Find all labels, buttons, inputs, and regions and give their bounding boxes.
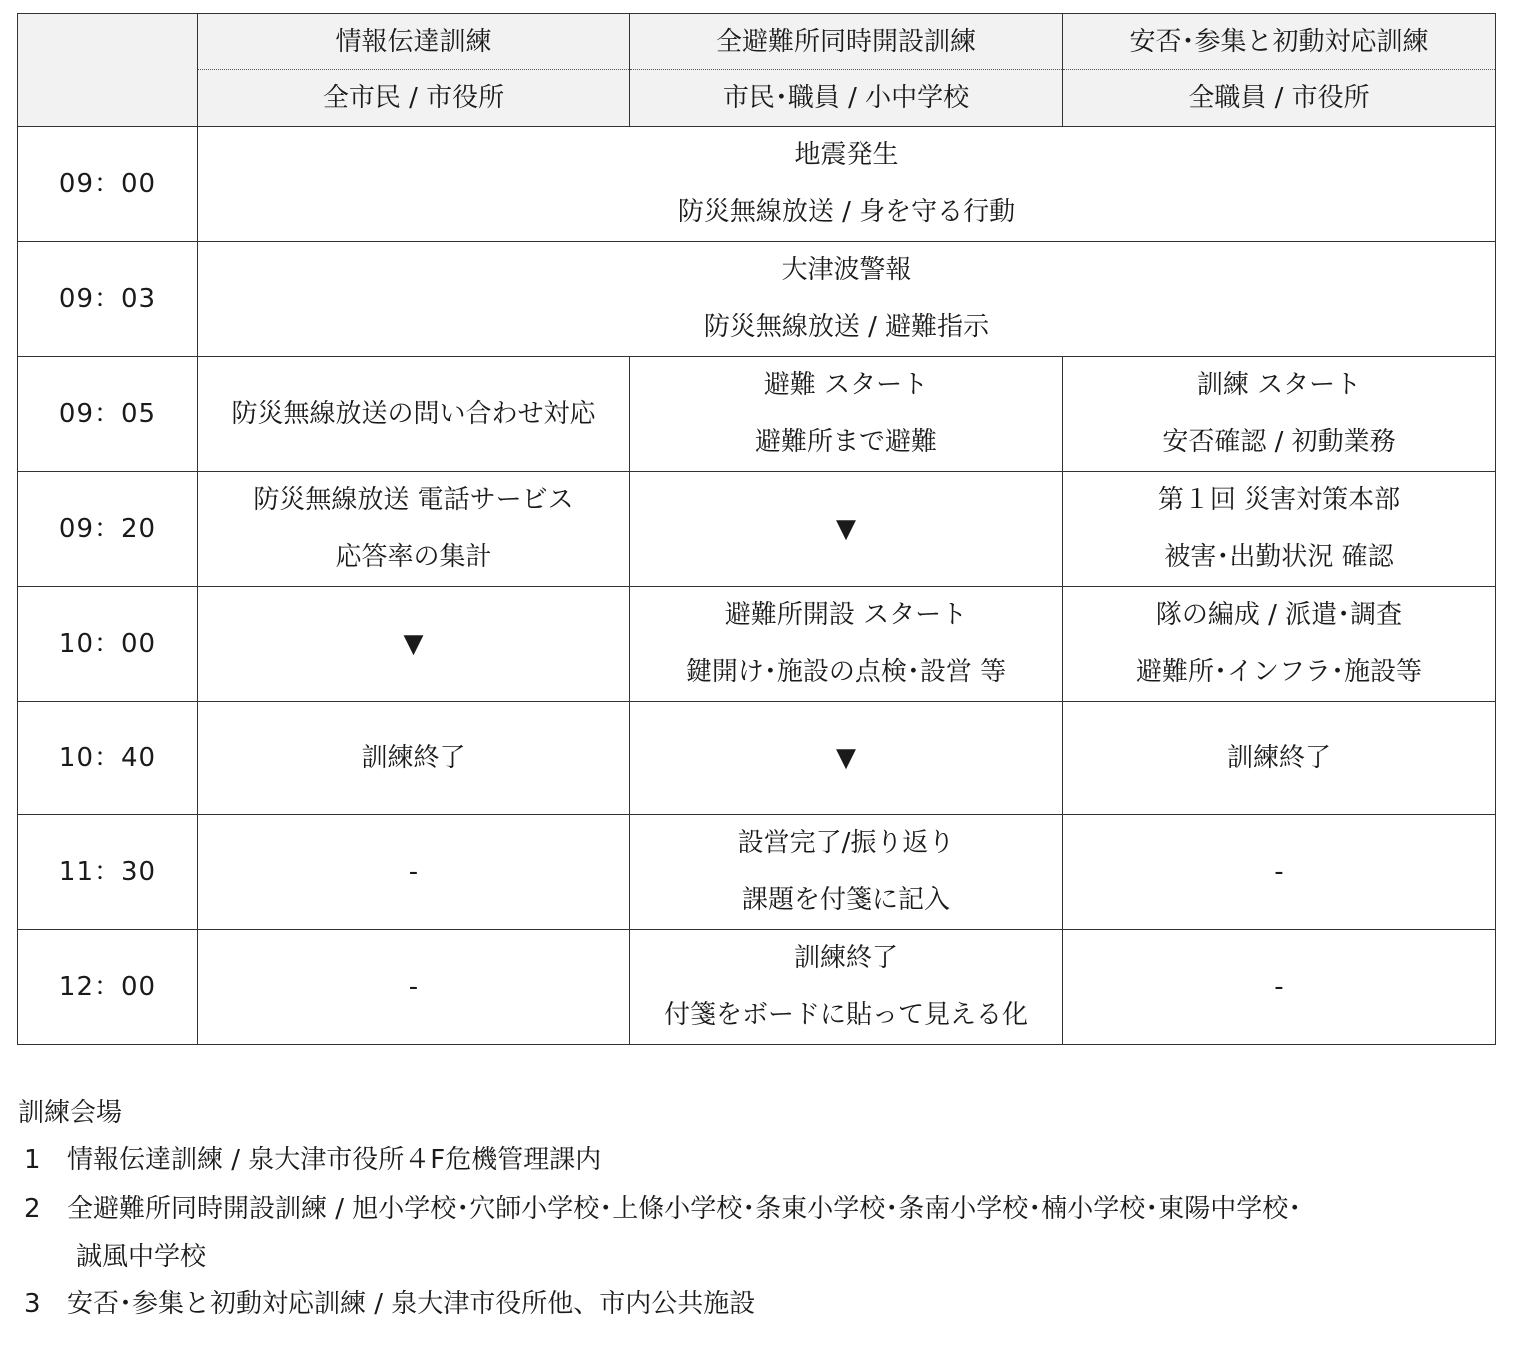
event-line: 第１回 災害対策本部 [1157,485,1401,515]
event-line: - [408,971,419,1002]
event-line: 防災無線放送 / 避難指示 [703,312,990,342]
event-line: 避難所まで避難 [754,427,937,457]
event-line: 被害･出勤状況 確認 [1164,542,1394,572]
note-text: 安否･参集と初動対応訓練 / 泉大津市役所他、市内公共施設 [67,1289,756,1319]
table-row [18,242,1496,357]
column-target-1: 全市民 / 市役所 [198,70,630,127]
note-continuation: 誠風中学校 [76,1242,207,1272]
event-line: 防災無線放送の問い合わせ対応 [231,398,596,429]
note-item [18,1185,1498,1234]
event-line: 付箋をボードに貼って見える化 [663,1000,1028,1030]
column-name-1: 情報伝達訓練 [198,14,630,70]
event-cell-1 [198,357,630,472]
table-row [18,127,1496,242]
time-cell: 09：20 [18,472,198,587]
event-cell-2 [630,930,1063,1045]
time-cell: 09：00 [18,127,198,242]
event-cell-3 [1063,357,1496,472]
table-row [18,357,1496,472]
table-row [18,472,1496,587]
event-line: 防災無線放送 / 身を守る行動 [677,197,1016,227]
note-item [18,1280,1498,1329]
event-cell-2 [630,357,1063,472]
event-line: 防災無線放送 電話サービス [253,485,574,515]
note-number: 3 [24,1289,41,1319]
event-cell-1 [198,587,630,702]
down-triangle-icon: ▼ [836,743,856,773]
event-line: 訓練終了 [1226,742,1331,773]
note-text: 情報伝達訓練 / 泉大津市役所４F危機管理課内 [67,1145,602,1175]
time-cell: 10：00 [18,587,198,702]
event-line: 避難 スタート [763,370,929,400]
event-line: 応答率の集計 [335,542,492,572]
time-cell: 10：40 [18,702,198,815]
event-cell-3 [1063,472,1496,587]
note-number: 2 [24,1194,41,1224]
event-cell-2 [630,702,1063,815]
event-line: 地震発生 [794,140,899,170]
notes-title: 訓練会場 [18,1098,123,1128]
event-line: 課題を付箋に記入 [741,885,950,915]
event-line: 鍵開け･施設の点検･設営 等 [685,657,1007,687]
event-cell-1 [198,702,630,815]
event-line: - [1274,971,1284,1002]
event-line: 避難所･インフラ･施設等 [1135,657,1422,687]
schedule-table [17,13,1496,1045]
event-cell-all [198,242,1496,357]
event-line: 設営完了/振り返り [737,828,955,858]
table-row [18,702,1496,815]
event-line: 大津波警報 [781,255,912,285]
table-row [18,930,1496,1045]
header-row-names [18,14,1496,70]
event-cell-1 [198,472,630,587]
event-line: 訓練終了 [361,742,466,773]
event-cell-1 [198,815,630,930]
header-row-targets [18,70,1496,127]
down-triangle-icon: ▼ [403,629,424,659]
event-cell-2 [630,472,1063,587]
event-cell-3 [1063,702,1496,815]
time-cell: 11：30 [18,815,198,930]
time-cell: 09：05 [18,357,198,472]
table-row [18,815,1496,930]
event-cell-2 [630,587,1063,702]
event-cell-3 [1063,587,1496,702]
note-number: 1 [24,1145,41,1175]
event-cell-2 [630,815,1063,930]
time-cell: 12：00 [18,930,198,1045]
column-target-3: 全職員 / 市役所 [1063,70,1496,127]
event-line: 隊の編成 / 派遣･調査 [1155,600,1403,630]
column-name-2: 全避難所同時開設訓練 [630,14,1063,70]
event-cell-3 [1063,815,1496,930]
event-line: 安否確認 / 初動業務 [1162,427,1396,457]
event-line: - [408,856,419,887]
event-cell-1 [198,930,630,1045]
column-target-2: 市民･職員 / 小中学校 [630,70,1063,127]
down-triangle-icon: ▼ [836,514,856,544]
event-cell-3 [1063,930,1496,1045]
column-name-3: 安否･参集と初動対応訓練 [1063,14,1496,70]
table-row [18,587,1496,702]
event-line: 訓練 スタート [1196,370,1362,400]
note-item [18,1136,1498,1185]
event-cell-all [198,127,1496,242]
event-line: 訓練終了 [793,943,898,973]
time-cell: 09：03 [18,242,198,357]
event-line: 避難所開設 スタート [724,600,968,630]
header-corner-cell [18,14,198,127]
event-line: - [1274,856,1284,887]
venue-notes [18,1090,1498,1329]
note-text: 全避難所同時開設訓練 / 旭小学校･穴師小学校･上條小学校･条東小学校･条南小学校･楠小学校･東陽中学校･ [67,1194,1302,1224]
